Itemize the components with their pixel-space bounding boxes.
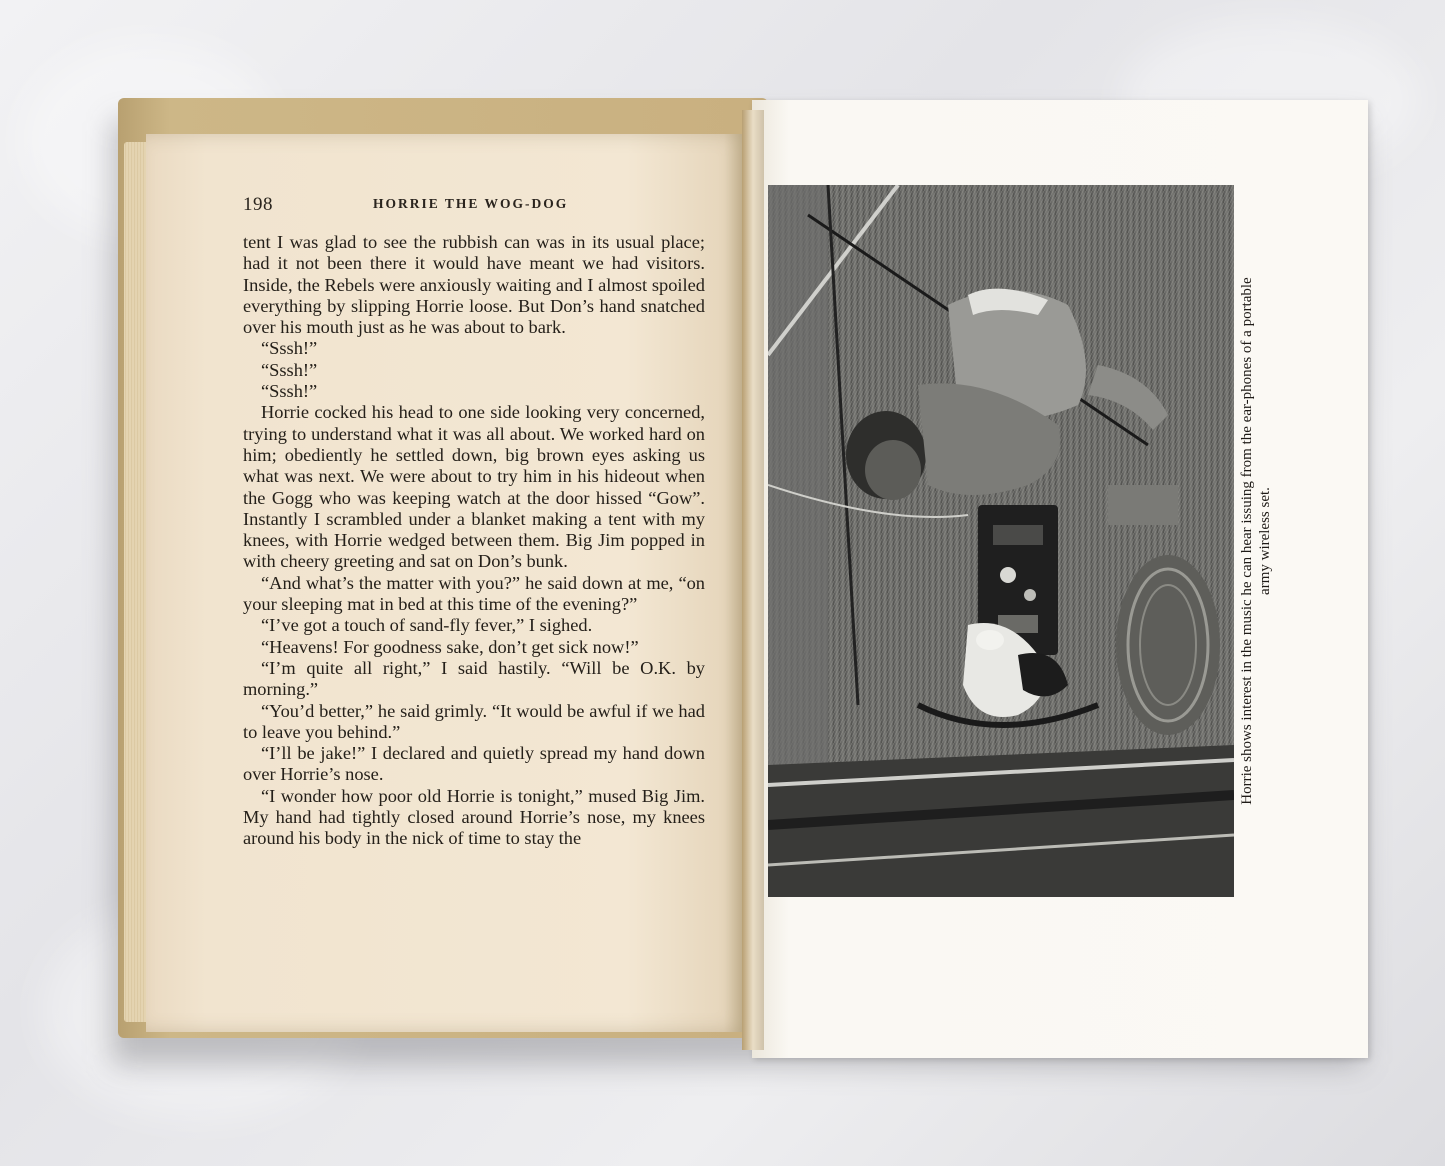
- book-gutter: [742, 110, 764, 1050]
- caption-line-1: Horrie shows interest in the music he can hear issuing from the ear-phones of a portable: [1239, 277, 1255, 805]
- paragraph: “Heavens! For goodness sake, don’t get sick now!”: [261, 636, 639, 657]
- photo-caption: [1238, 185, 1274, 897]
- paragraph: tent I was glad to see the rubbish can was in its usual place; had it not been there it would have meant we had visitors. Inside, the Rebels were anxiously waiting and I almost spoiled everything by slipping Horrie loose. But Don’s hand snatched over his mouth just as he was about to bark.: [243, 232, 705, 338]
- running-title: HORRIE THE WOG-DOG: [373, 196, 569, 211]
- page-number: 198: [243, 194, 273, 215]
- photo-illustration: [768, 185, 1234, 897]
- paragraph: “Sssh!”: [261, 338, 318, 359]
- paragraph: “I’ve got a touch of sand-fly fever,” I sighed.: [261, 615, 593, 636]
- paragraph: “Sssh!”: [261, 381, 318, 402]
- paragraph: “I’ll be jake!” I declared and quietly spread my hand down over Horrie’s nose.: [243, 743, 705, 785]
- paragraph: “Sssh!”: [261, 359, 318, 380]
- paragraph: “I’m quite all right,” I said hastily. “Will be O.K. by morning.”: [243, 657, 705, 700]
- body-text: [243, 232, 705, 850]
- paragraph: “And what’s the matter with you?” he said down at me, “on your sleeping mat in bed at this time of the evening?”: [243, 572, 705, 615]
- running-head: [243, 194, 703, 216]
- caption-line-2: army wireless set.: [1257, 487, 1273, 595]
- paragraph: Horrie cocked his head to one side looking very concerned, trying to understand what it was all about. We worked hard on him; obediently he settled down, big brown eyes asking us what was next. We were about to try him in his hideout when the Gogg who was keeping watch at the door hissed “Gow”. Instantly I scrambled under a blanket making a tent with my knees, with Horrie wedged between them. Big Jim popped in with cheery greeting and sat on Don’s bunk.: [243, 402, 705, 572]
- paragraph: “I wonder how poor old Horrie is tonight,” mused Big Jim. My hand had tightly closed around Horrie’s nose, my knees around his body in the nick of time to stay the: [243, 785, 705, 849]
- photograph: [768, 185, 1234, 897]
- cable-reel: [1116, 555, 1220, 735]
- paragraph: “You’d better,” he said grimly. “It would be awful if we had to leave you behind.”: [243, 700, 705, 742]
